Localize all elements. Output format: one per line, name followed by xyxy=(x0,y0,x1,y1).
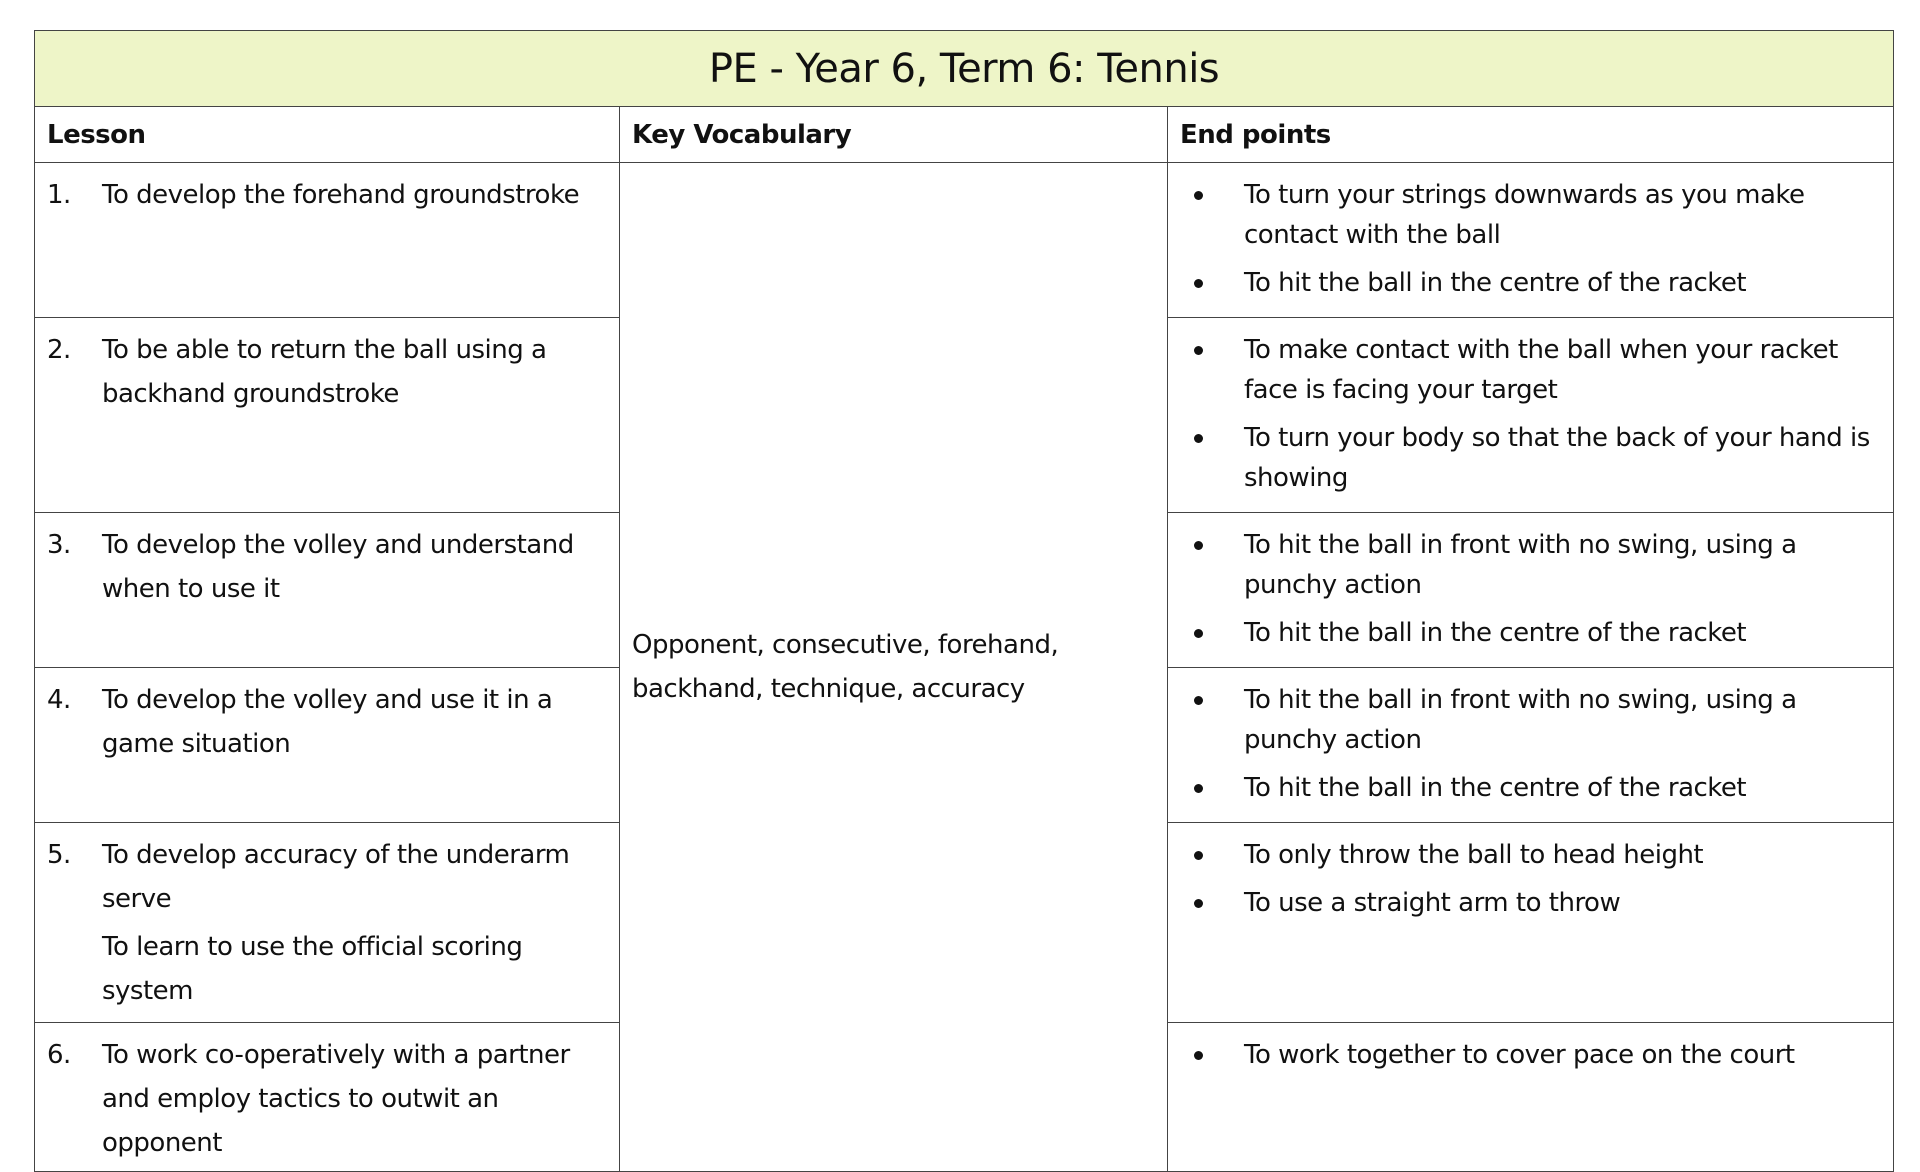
bullet-icon xyxy=(1194,899,1203,908)
end-point-text: To use a straight arm to throw xyxy=(1244,888,1621,918)
end-points-cell xyxy=(1168,823,1894,1023)
end-point-item xyxy=(1168,768,1881,808)
end-point-text: To hit the ball in front with no swing, using a punchy action xyxy=(1244,685,1797,755)
bullet-icon xyxy=(1194,346,1203,355)
end-points-cell xyxy=(1168,513,1894,668)
end-point-text: To turn your strings downwards as you make contact with the ball xyxy=(1244,180,1805,250)
lesson-objective: To develop the volley and use it in a game situation xyxy=(102,685,553,759)
column-header-end-points: End points xyxy=(1168,107,1894,163)
lesson-cell xyxy=(35,513,620,668)
lesson-cell xyxy=(35,1023,620,1172)
end-points-cell xyxy=(1168,668,1894,823)
end-point-text: To make contact with the ball when your racket face is facing your target xyxy=(1244,335,1838,405)
lesson-objective: To develop the volley and understand when to use it xyxy=(102,530,574,604)
lesson-cell xyxy=(35,668,620,823)
end-points-cell xyxy=(1168,163,1894,318)
lesson-cell xyxy=(35,163,620,318)
end-point-item xyxy=(1168,330,1881,410)
lesson-number: 4. xyxy=(47,685,71,715)
lesson-number: 3. xyxy=(47,530,71,560)
end-point-text: To turn your body so that the back of your hand is showing xyxy=(1244,423,1870,493)
bullet-icon xyxy=(1194,541,1203,550)
bullet-icon xyxy=(1194,851,1203,860)
end-point-text: To hit the ball in the centre of the racket xyxy=(1244,618,1747,648)
lesson-objective: To be able to return the ball using a backhand groundstroke xyxy=(102,335,547,409)
end-point-item xyxy=(1168,883,1881,923)
end-point-text: To hit the ball in the centre of the racket xyxy=(1244,268,1747,298)
lesson-number: 6. xyxy=(47,1040,71,1070)
end-point-text: To hit the ball in the centre of the racket xyxy=(1244,773,1747,803)
end-point-item xyxy=(1168,680,1881,760)
bullet-icon xyxy=(1194,784,1203,793)
key-vocabulary: Opponent, consecutive, forehand, backhand, technique, accuracy xyxy=(620,163,1168,1172)
end-point-item xyxy=(1168,1035,1881,1075)
table-row xyxy=(35,163,1894,318)
end-point-item xyxy=(1168,613,1881,653)
end-point-item xyxy=(1168,525,1881,605)
column-header-vocabulary: Key Vocabulary xyxy=(620,107,1168,163)
end-point-item xyxy=(1168,263,1881,303)
end-point-item xyxy=(1168,835,1881,875)
bullet-icon xyxy=(1194,696,1203,705)
lesson-cell xyxy=(35,318,620,513)
lesson-plan-table xyxy=(34,30,1894,1172)
lesson-objective-extra: To learn to use the official scoring system xyxy=(102,932,523,1006)
end-points-cell xyxy=(1168,1023,1894,1172)
bullet-icon xyxy=(1194,279,1203,288)
end-point-text: To hit the ball in front with no swing, using a punchy action xyxy=(1244,530,1797,600)
lesson-objective: To develop accuracy of the underarm serve xyxy=(102,840,570,914)
end-point-item xyxy=(1168,418,1881,498)
lesson-objective: To work co-operatively with a partner and employ tactics to outwit an opponent xyxy=(102,1040,570,1158)
bullet-icon xyxy=(1194,629,1203,638)
lesson-objective: To develop the forehand groundstroke xyxy=(102,180,580,210)
end-points-cell xyxy=(1168,318,1894,513)
lesson-number: 5. xyxy=(47,840,71,870)
column-header-lesson: Lesson xyxy=(35,107,620,163)
bullet-icon xyxy=(1194,434,1203,443)
lesson-number: 1. xyxy=(47,180,71,210)
page-title: PE - Year 6, Term 6: Tennis xyxy=(35,31,1894,107)
bullet-icon xyxy=(1194,191,1203,200)
end-point-item xyxy=(1168,175,1881,255)
bullet-icon xyxy=(1194,1051,1203,1060)
lesson-cell xyxy=(35,823,620,1023)
end-point-text: To only throw the ball to head height xyxy=(1244,840,1704,870)
end-point-text: To work together to cover pace on the court xyxy=(1244,1040,1795,1070)
lesson-number: 2. xyxy=(47,335,71,365)
